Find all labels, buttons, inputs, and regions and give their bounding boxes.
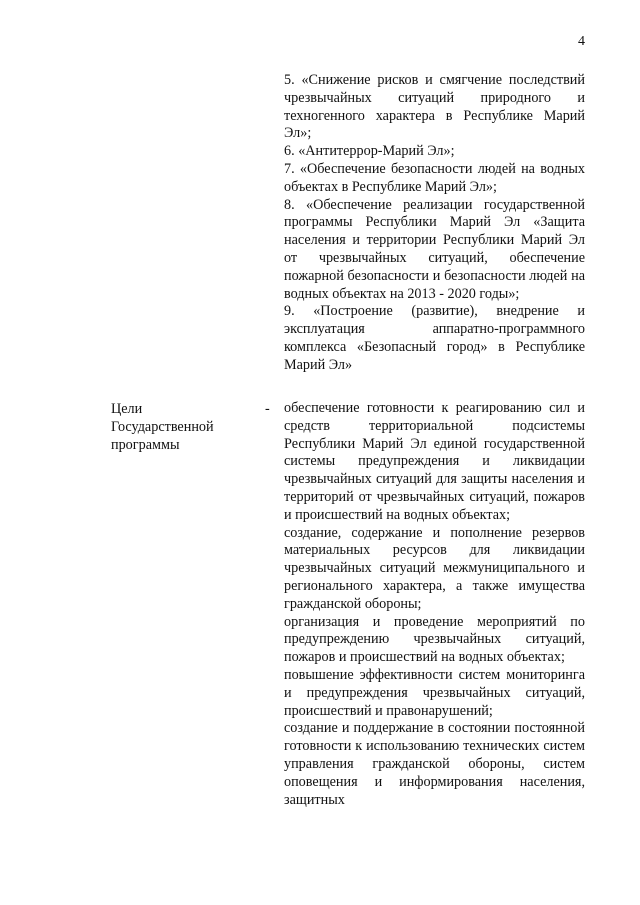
program-item: 7. «Обеспечение безопасности людей на водных объектах в Республике Марий Эл»; [284,160,585,195]
program-item: 9. «Построение (развитие), внедрение и эксплуатация аппаратно-программного комплекса «Безопасный город» в Республике Марий Эл» [284,303,585,373]
goal-item: организация и проведение мероприятий по предупреждению чрезвычайных ситуаций, пожаров и происшествий на водных объектах; [284,613,585,666]
goal-item: создание, содержание и пополнение резервов материальных ресурсов для ликвидации чрезвычайных ситуаций межмуниципального и регионального характера, а также имущества гражданской обороны; [284,524,585,612]
goals-label-line: Цели [111,401,143,417]
program-item: 8. «Обеспечение реализации государственной программы Республики Марий Эл «Защита населения и территории Республики Марий Эл от чрезвычайных ситуаций, обеспечение пожарной безопасности и безопасности людей на водных объектах на 2013 - 2020 годы»; [284,196,585,302]
goal-item: обеспечение готовности к реагированию сил и средств территориальной подсистемы Республики Марий Эл единой государственной системы предупреждения и ликвидации чрезвычайных ситуаций для защиты населения и территорий от чрезвычайных ситуаций, пожаров и происшествий на водных объектах; [284,400,585,523]
program-item: 5. «Снижение рисков и смягчение последствий чрезвычайных ситуаций природного и техногенного характера в Республике Марий Эл»; [284,72,585,142]
program-item: 6. «Антитеррор-Марий Эл»; [284,143,455,160]
goals-label [111,400,231,454]
goal-item: создание и поддержание в состоянии постоянной готовности к использованию технических систем управления гражданской обороны, систем оповещения и информирования населения, защитных [284,720,585,808]
page-number: 4 [578,34,585,49]
goals-label-line: Государственной [111,419,214,435]
goal-item: повышение эффективности систем мониторинга и предупреждения чрезвычайных ситуаций, происшествий и правонарушений; [284,666,585,719]
row-dash: - [265,401,270,417]
programs-list [284,72,585,375]
goals-label-line: программы [111,437,180,453]
goals-list [284,400,585,809]
